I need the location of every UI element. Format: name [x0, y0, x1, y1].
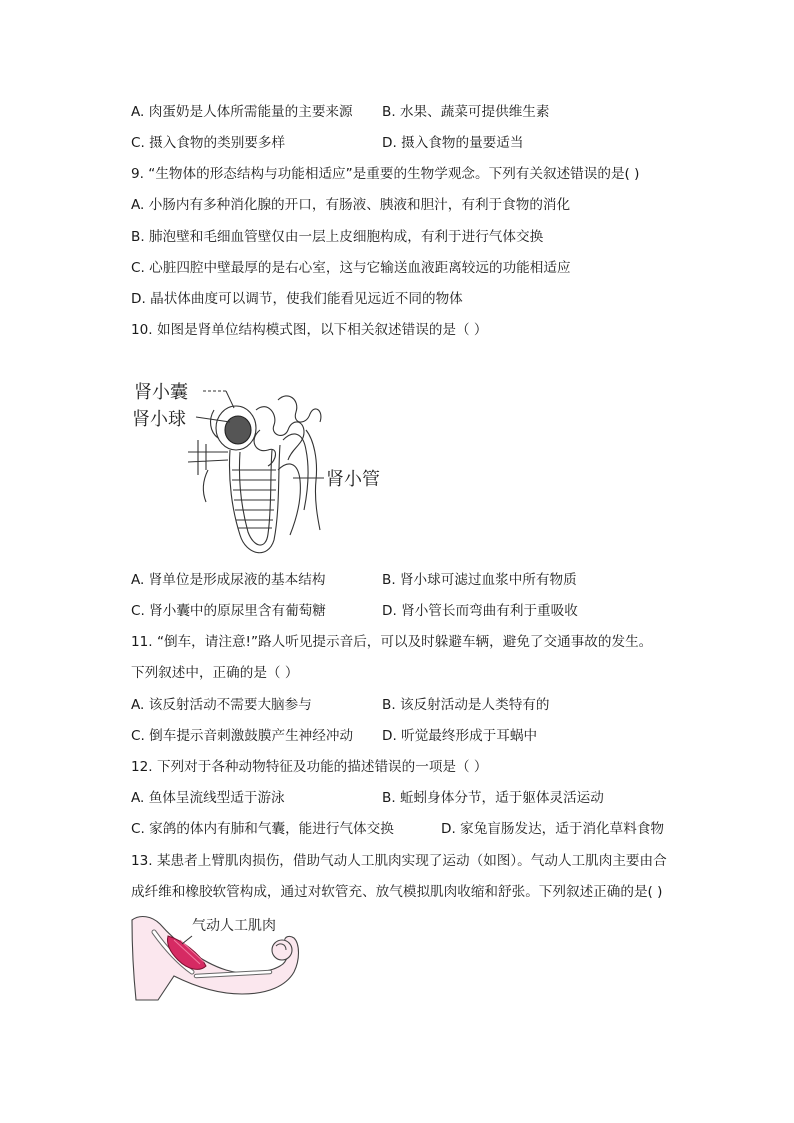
q10-option-a: A. 肾单位是形成尿液的基本结构 — [131, 572, 326, 588]
q11-option-b: B. 该反射活动是人类特有的 — [382, 697, 550, 713]
nephron-figure — [128, 370, 390, 565]
q11-stem-line2: 下列叙述中，正确的是（ ） — [131, 665, 299, 681]
q8-option-d: D. 摄入食物的量要适当 — [382, 135, 524, 151]
artificial-muscle-figure — [130, 910, 300, 1005]
label-artificial-muscle: 气动人工肌肉 — [192, 918, 276, 934]
label-renal-tubule: 肾小管 — [326, 469, 380, 490]
q12-option-d: D. 家兔盲肠发达，适于消化草料食物 — [441, 821, 665, 837]
q12-option-b: B. 蚯蚓身体分节，适于躯体灵活运动 — [382, 790, 604, 806]
q11-stem-line1: 11. “倒车，请注意!”路人听见提示音后，可以及时躲避车辆，避免了交通事故的发生。 — [131, 634, 653, 650]
q11-option-d: D. 听觉最终形成于耳蜗中 — [382, 728, 538, 744]
q8-option-c: C. 摄入食物的类别要多样 — [131, 135, 286, 151]
q9-option-a: A. 小肠内有多种消化腺的开口，有肠液、胰液和胆汁，有利于食物的消化 — [131, 197, 571, 213]
q10-stem: 10. 如图是肾单位结构模式图，以下相关叙述错误的是（ ） — [131, 322, 488, 338]
q12-option-a: A. 鱼体呈流线型适于游泳 — [131, 790, 285, 806]
q10-option-c: C. 肾小囊中的原尿里含有葡萄糖 — [131, 603, 326, 619]
q10-option-b: B. 肾小球可滤过血浆中所有物质 — [382, 572, 577, 588]
q8-option-b: B. 水果、蔬菜可提供维生素 — [382, 104, 550, 120]
q12-stem: 12. 下列对于各种动物特征及功能的描述错误的一项是（ ） — [131, 759, 488, 775]
q12-option-c: C. 家鸽的体内有肺和气囊，能进行气体交换 — [131, 821, 394, 837]
q9-option-b: B. 肺泡壁和毛细血管壁仅由一层上皮细胞构成，有利于进行气体交换 — [131, 229, 544, 245]
q8-option-a: A. 肉蛋奶是人体所需能量的主要来源 — [131, 104, 353, 120]
q11-option-a: A. 该反射活动不需要大脑参与 — [131, 697, 312, 713]
q13-stem-line2: 成纤维和橡胶软管构成，通过对软管充、放气模拟肌肉收缩和舒张。下列叙述正确的是( ) — [131, 884, 663, 900]
q10-option-d: D. 肾小管长而弯曲有利于重吸收 — [382, 603, 578, 619]
q9-stem: 9. “生物体的形态结构与功能相适应”是重要的生物学观念。下列有关叙述错误的是( ) — [131, 166, 640, 182]
q9-option-d: D. 晶状体曲度可以调节，使我们能看见远近不同的物体 — [131, 291, 463, 307]
label-glomerulus: 肾小球 — [132, 409, 186, 430]
label-renal-capsule: 肾小囊 — [134, 382, 188, 403]
q9-option-c: C. 心脏四腔中壁最厚的是右心室，这与它输送血液距离较远的功能相适应 — [131, 260, 571, 276]
q13-stem-line1: 13. 某患者上臂肌肉损伤，借助气动人工肌肉实现了运动（如图）。气动人工肌肉主要由合 — [131, 853, 667, 869]
q11-option-c: C. 倒车提示音刺激鼓膜产生神经冲动 — [131, 728, 354, 744]
